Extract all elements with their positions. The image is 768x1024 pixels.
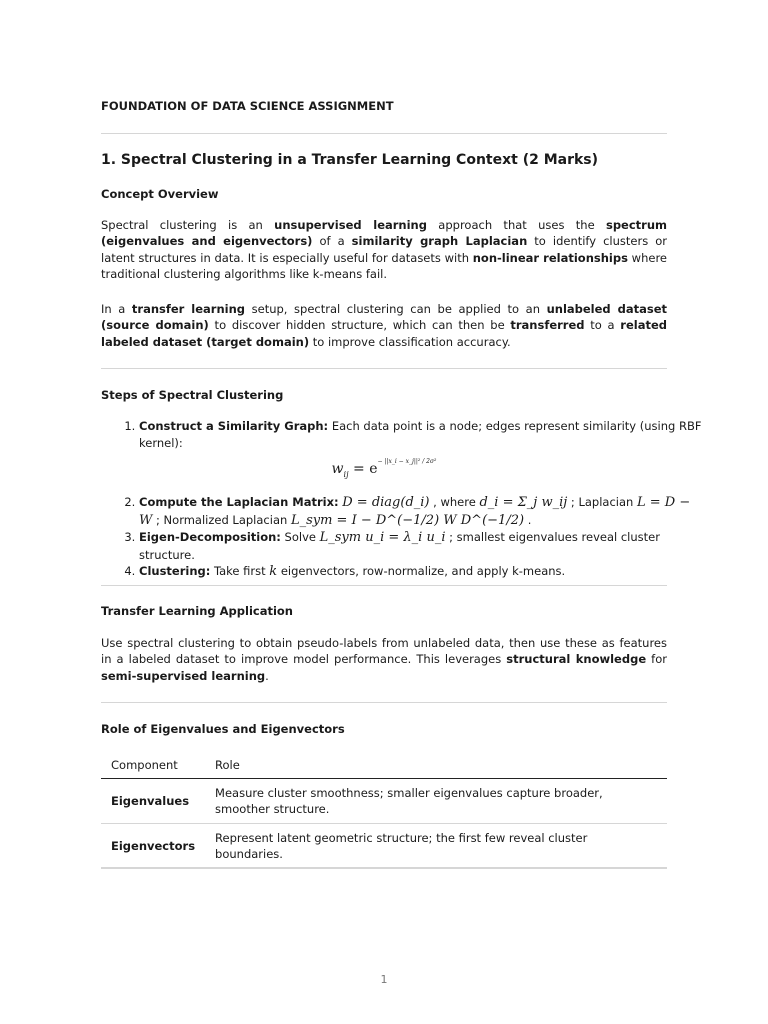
roles-table xyxy=(101,753,667,869)
page-number: 1 xyxy=(380,973,388,986)
rbf-kernel-formula: $w_{ij} = e^{- ||x\_i - x\_j||^2 / 2\sigma^2}$ xyxy=(331,458,437,479)
steps-list xyxy=(101,418,705,581)
table-row xyxy=(101,824,667,869)
step-4: 4. Clustering: Take first k eigenvectors, row-normalize, and apply k-means. xyxy=(139,563,705,581)
document-title: FOUNDATION OF DATA SCIENCE ASSIGNMENT xyxy=(101,99,394,113)
roles-heading: Role of Eigenvalues and Eigenvectors xyxy=(101,722,345,736)
concept-paragraph-1: Spectral clustering is an unsupervised learning approach that uses the spectrum (eigenvalues and eigenvectors) of a similarity graph Laplacian to identify clusters or latent structures in data. It is especially useful for datasets with non-linear relationships where traditional clustering algorithms like k-means fail. xyxy=(101,218,668,281)
concept-paragraph-2: In a transfer learning setup, spectral clustering can be applied to an unlabeled dataset (source domain) to discover hidden structure, which can then be transferred to a related labeled dataset (target domain) to improve classification accuracy. xyxy=(101,302,667,349)
step-1: 1. Construct a Similarity Graph: Each data point is a node; edges represent similarity (using RBF kernel): xyxy=(139,418,705,451)
role-cell: Represent latent geometric structure; the first few reveal cluster boundaries. xyxy=(205,824,667,869)
laplacian-formula: L = D − W xyxy=(139,495,691,528)
transfer-paragraph: Use spectral clustering to obtain pseudo-labels from unlabeled data, then use these as features in a labeled dataset to improve model performance. This leverages structural knowledge for semi-supervised learning. xyxy=(101,636,667,683)
table-row xyxy=(101,779,667,824)
section-heading: 1. Spectral Clustering in a Transfer Learning Context (2 Marks) xyxy=(101,152,599,168)
step-2: 2. Compute the Laplacian Matrix: D = diag(d_i) , where d_i = Σ_j w_ij ; Laplacian L = D − W ; Normalized Laplacian L_sym = I − D^(−1/2) W D^(−1/2) . xyxy=(139,494,705,529)
eigen-formula: L_sym u_i = λ_i u_i xyxy=(319,530,446,545)
component-cell: Eigenvectors xyxy=(101,824,205,869)
steps-heading: Steps of Spectral Clustering xyxy=(101,388,284,402)
divider xyxy=(101,585,667,586)
column-header: Role xyxy=(205,753,667,779)
divider xyxy=(101,867,667,868)
degree-formula: d_i = Σ_j w_ij xyxy=(479,495,568,510)
diag-formula: D = diag(d_i) xyxy=(342,495,430,510)
concept-overview-heading: Concept Overview xyxy=(101,187,219,201)
transfer-heading: Transfer Learning Application xyxy=(101,604,293,618)
step-3: 3. Eigen-Decomposition: Solve L_sym u_i = λ_i u_i ; smallest eigenvalues reveal cluster structure. xyxy=(139,529,705,563)
divider xyxy=(101,702,667,703)
normalized-laplacian-formula: L_sym = I − D^(−1/2) W D^(−1/2) xyxy=(290,512,525,528)
table-header-row xyxy=(101,753,667,779)
divider xyxy=(101,368,667,369)
role-cell: Measure cluster smoothness; smaller eigenvalues capture broader, smoother structure. xyxy=(205,779,667,824)
divider xyxy=(101,133,667,134)
component-cell: Eigenvalues xyxy=(101,779,205,824)
column-header: Component xyxy=(101,753,205,779)
